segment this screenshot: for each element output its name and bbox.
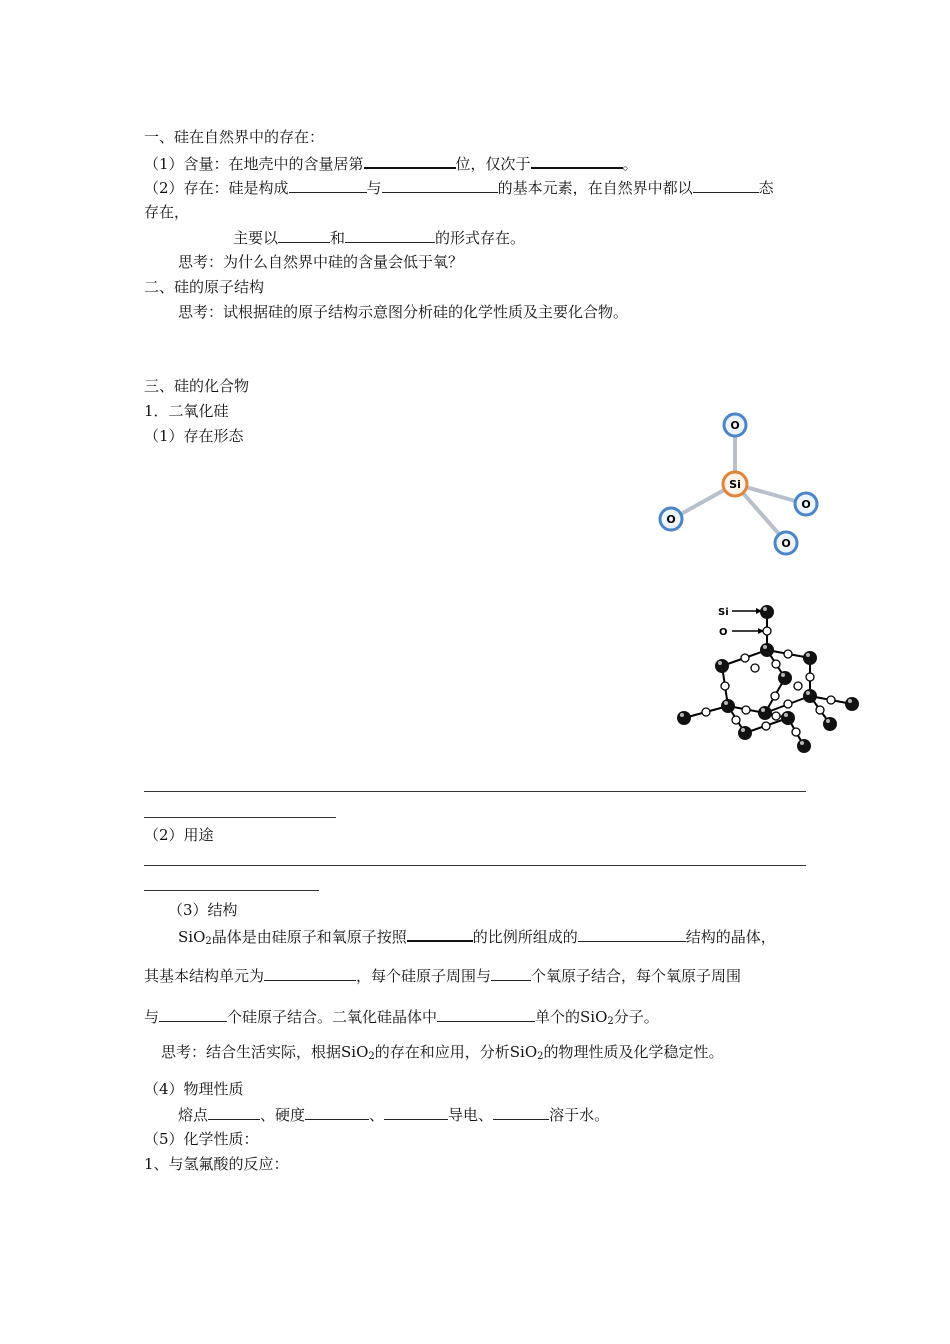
silicon-count-blank[interactable] [159,1006,227,1022]
svg-text:O: O [801,498,811,511]
subscript: 2 [205,936,212,947]
structure-text: 单个的SiO [535,1008,608,1026]
sio4-tetrahedron-diagram [650,408,825,563]
structure-text: 的比例所组成的 [472,928,578,946]
answer-line-use-2[interactable] [144,890,319,891]
think-text: 的存在和应用，分析SiO [374,1043,538,1061]
oxygen-atom-bottom [775,532,797,554]
uses-heading: （2）用途 [144,826,214,844]
melting-point-blank[interactable] [208,1104,260,1120]
answer-line-form-1[interactable] [144,791,806,792]
structure-type-blank[interactable] [578,926,686,942]
think-oxygen: 思考：为什么自然界中硅的含量会低于氧？ [178,253,464,271]
oxygen-atom-left [660,508,682,530]
structure-line-1 [178,925,776,952]
structure-text: 与 [144,1008,160,1026]
sio2-crystal-network-diagram [670,598,870,758]
structure-heading: （3）结构 [168,901,238,919]
section-1-heading: 一、硅在自然界中的存在： [144,128,325,146]
subscript: 2 [537,1051,544,1062]
conductivity-label: 导电、 [448,1106,494,1124]
content-prefix: （1）含量：在地壳中的含量居第 [144,155,364,173]
oxygen-atom-top [724,414,746,436]
structure-line-3 [144,1006,659,1032]
melting-point-label: 熔点 [178,1106,209,1124]
svg-text:O: O [666,513,676,526]
think-text: 的物理性质及化学稳定性。 [543,1043,724,1061]
form-end: 的形式存在。 [435,229,526,247]
think-atomic-structure: 思考：试根据硅的原子结构示意图分析硅的化学性质及主要化合物。 [178,303,629,321]
physical-properties-heading: （4）物理性质 [144,1080,244,1098]
form-question-line [233,227,525,248]
physical-properties-line [178,1104,609,1125]
existence-cont: 存在， [144,203,190,221]
basic-unit-blank[interactable] [264,965,356,981]
think-text: 思考：结合生活实际，根据SiO [161,1043,369,1061]
svg-text:O: O [730,419,740,432]
hardness-label: 、硬度 [260,1106,306,1124]
constitutes-blank-1[interactable] [289,177,367,193]
state-blank[interactable] [693,177,759,193]
section-2-heading: 二、硅的原子结构 [144,278,265,296]
answer-line-form-2[interactable] [144,817,336,818]
content-question-line [144,152,638,174]
structure-text: 晶体是由硅原子和氧原子按照 [211,928,407,946]
existence-prefix: （2）存在：硅是构成 [144,179,289,197]
sio2-formula: SiO [178,928,206,946]
si-label: Si [718,607,729,618]
separator: 、 [369,1106,385,1124]
structure-text: 个氧原子结合，每个氧原子周围 [531,967,742,985]
existence-mid2: 的基本元素，在自然界中都以 [497,179,693,197]
structure-line-2 [144,965,741,986]
form-blank-2[interactable] [345,227,435,243]
constitutes-blank-2[interactable] [382,177,498,193]
solubility-blank[interactable] [493,1104,549,1120]
answer-line-use-1[interactable] [144,865,806,866]
molecule-exist-blank[interactable] [437,1006,535,1022]
think-physical-properties [161,1042,724,1067]
hardness-blank[interactable] [305,1104,369,1120]
subscript: 2 [607,1016,614,1027]
section-3-heading: 三、硅的化合物 [144,377,250,395]
existence-mid1: 与 [366,179,382,197]
chemical-properties-heading: （5）化学性质： [144,1130,259,1148]
silicon-dioxide-title: 1．二氧化硅 [144,402,229,420]
form-blank-1[interactable] [278,227,330,243]
second-to-blank[interactable] [531,152,623,169]
structure-text: 其基本结构单元为 [144,967,265,985]
silicon-atom-center [723,472,747,496]
conductivity-blank[interactable] [384,1104,448,1120]
o-label: O [719,627,728,638]
structure-text: 结构的晶体， [685,928,776,946]
structure-text: 分子。 [613,1008,659,1026]
content-mid: 位，仅次于 [455,155,531,173]
rank-blank[interactable] [364,152,456,169]
ratio-blank[interactable] [407,925,473,942]
solubility-label: 溶于水。 [549,1106,610,1124]
subscript: 2 [368,1051,375,1062]
svg-text:O: O [781,537,791,550]
svg-text:Si: Si [729,478,741,491]
existence-form-heading: （1）存在形态 [144,427,244,445]
oxygen-atom-right [795,493,817,515]
existence-question-line [144,177,774,198]
content-end: 。 [622,155,638,173]
structure-text: 个硅原子结合。二氧化硅晶体中 [227,1008,438,1026]
structure-text: ，每个硅原子周围与 [356,967,492,985]
oxygen-count-blank[interactable] [491,965,531,981]
form-prefix: 主要以 [233,229,279,247]
form-mid: 和 [330,229,346,247]
hf-reaction-heading: 1、与氢氟酸的反应： [144,1155,289,1173]
existence-end: 态 [758,179,774,197]
